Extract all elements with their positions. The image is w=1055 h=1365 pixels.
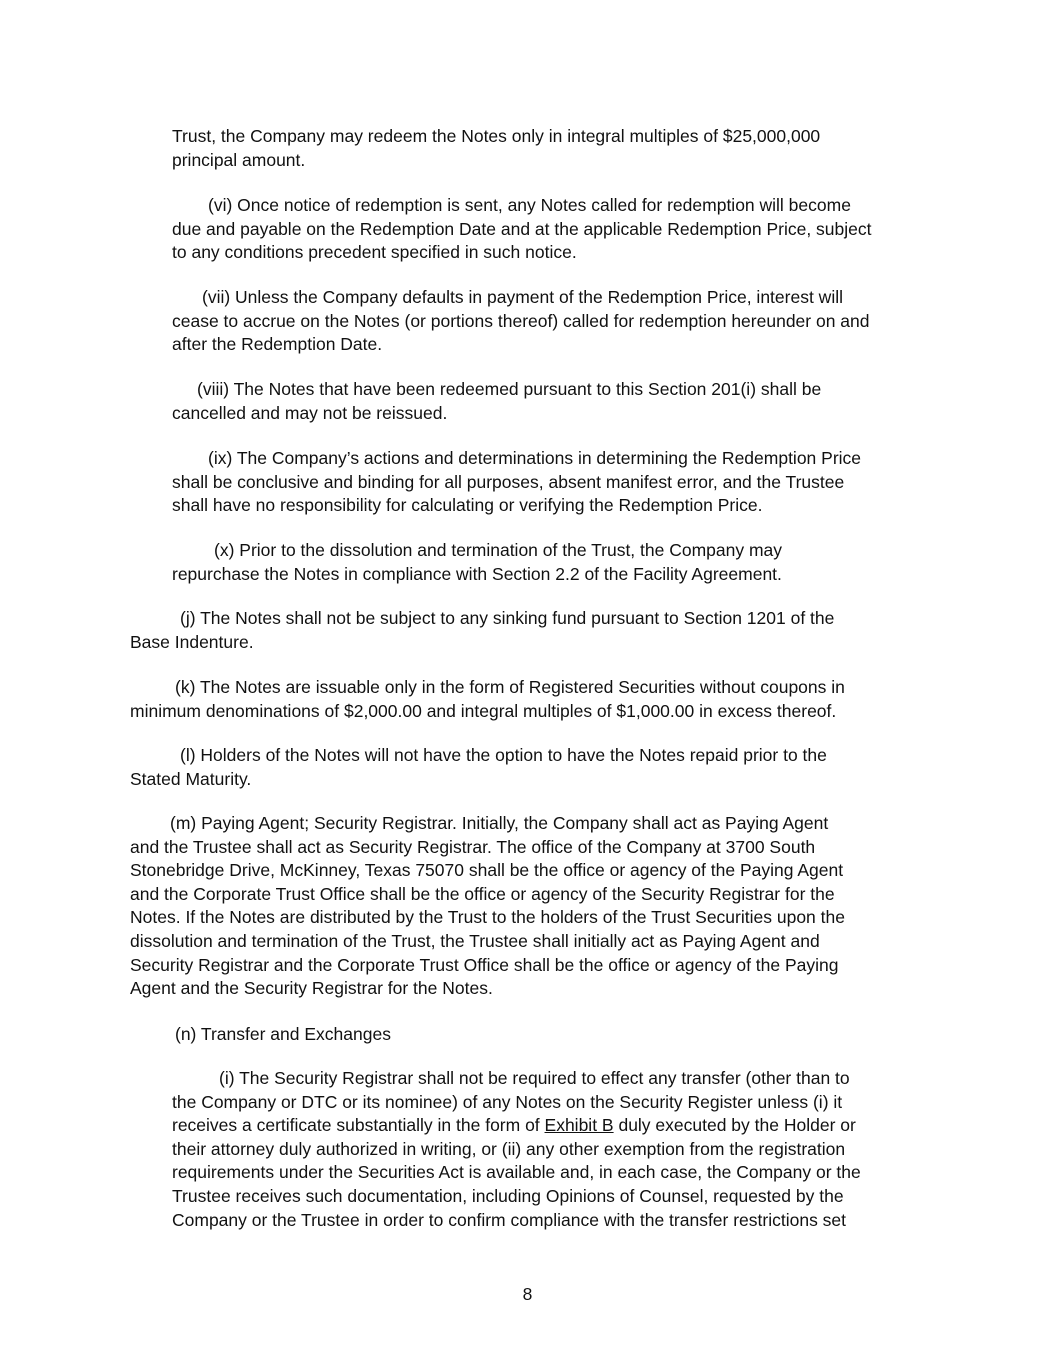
text-line: after the Redemption Date.	[172, 334, 383, 355]
text-line: (m) Paying Agent; Security Registrar. Initially, the Company shall act as Paying Agent	[170, 813, 829, 833]
paragraph-item-m	[130, 812, 845, 1001]
text-line: dissolution and termination of the Trust, the Trustee shall initially act as Paying Agent and	[130, 930, 820, 951]
text-line: (vi) Once notice of redemption is sent, any Notes called for redemption will become	[208, 195, 851, 215]
exhibit-b-reference: Exhibit B	[544, 1115, 614, 1136]
text-line: their attorney duly authorized in writing, or (ii) any other exemption from the registration	[172, 1138, 846, 1159]
paragraph-item-ix	[172, 447, 861, 518]
text-line: (vii) Unless the Company defaults in payment of the Redemption Price, interest will	[202, 287, 843, 307]
text-line: (l) Holders of the Notes will not have the option to have the Notes repaid prior to the	[180, 745, 827, 765]
text-line: Stonebridge Drive, McKinney, Texas 75070 shall be the office or agency of the Paying Agent	[130, 860, 844, 881]
text-line: repurchase the Notes in compliance with Section 2.2 of the Facility Agreement.	[172, 563, 782, 584]
paragraph-item-n-i	[172, 1067, 861, 1232]
text-line: (n) Transfer and Exchanges	[175, 1024, 391, 1044]
text-line: Trust, the Company may redeem the Notes only in integral multiples of $25,000,000	[172, 126, 821, 146]
text-line: (k) The Notes are issuable only in the form of Registered Securities without coupons in	[175, 677, 845, 697]
text-line: Stated Maturity.	[130, 768, 252, 789]
text-line: shall have no responsibility for calculating or verifying the Redemption Price.	[172, 495, 763, 516]
text-line	[172, 1114, 861, 1138]
text-line: Company or the Trustee in order to confirm compliance with the transfer restrictions set	[172, 1209, 847, 1230]
text-line: cancelled and may not be reissued.	[172, 402, 448, 423]
text-line: minimum denominations of $2,000.00 and integral multiples of $1,000.00 in excess thereof.	[130, 700, 837, 721]
text-line: Agent and the Security Registrar for the Notes.	[130, 978, 493, 999]
paragraph-item-j	[130, 607, 834, 654]
text-line: requirements under the Securities Act is available and, in each case, the Company or the	[172, 1162, 861, 1183]
text-line: (viii) The Notes that have been redeemed pursuant to this Section 201(i) shall be	[197, 379, 822, 399]
text-line: principal amount.	[172, 149, 306, 170]
text-line: (j) The Notes shall not be subject to any sinking fund pursuant to Section 1201 of the	[180, 608, 835, 628]
text-line: cease to accrue on the Notes (or portions thereof) called for redemption hereunder on and	[172, 310, 870, 331]
paragraph-item-n	[130, 1023, 391, 1047]
text-line: shall be conclusive and binding for all purposes, absent manifest error, and the Trustee	[172, 471, 845, 492]
text-line: (ix) The Company’s actions and determinations in determining the Redemption Price	[208, 448, 862, 468]
text-line: the Company or DTC or its nominee) of any Notes on the Security Register unless (i) it	[172, 1091, 843, 1112]
paragraph-item-k	[130, 676, 845, 723]
text-line: due and payable on the Redemption Date and at the applicable Redemption Price, subject	[172, 218, 872, 239]
text-line: and the Trustee shall act as Security Registrar. The office of the Company at 3700 South	[130, 836, 816, 857]
text-fragment: receives a certificate substantially in the form of	[172, 1115, 545, 1136]
paragraph-item-viii	[172, 378, 821, 425]
text-line: Base Indenture.	[130, 631, 254, 652]
paragraph-trust-redeem	[172, 125, 820, 172]
text-line: Notes. If the Notes are distributed by the Trust to the holders of the Trust Securities upon the	[130, 907, 845, 928]
text-fragment: duly executed by the Holder or	[613, 1115, 856, 1136]
text-line: Trustee receives such documentation, including Opinions of Counsel, requested by the	[172, 1185, 844, 1206]
paragraph-item-vii	[172, 286, 870, 357]
page-number: 8	[522, 1284, 533, 1304]
text-line: (i) The Security Registrar shall not be required to effect any transfer (other than to	[219, 1068, 850, 1088]
paragraph-item-vi	[172, 194, 872, 265]
text-line: (x) Prior to the dissolution and termination of the Trust, the Company may	[214, 540, 783, 560]
text-line: and the Corporate Trust Office shall be the office or agency of the Security Registrar for the	[130, 883, 835, 904]
text-line: to any conditions precedent specified in such notice.	[172, 242, 577, 263]
text-line: Security Registrar and the Corporate Trust Office shall be the office or agency of the Paying	[130, 954, 839, 975]
paragraph-item-x	[172, 539, 782, 586]
paragraph-item-l	[130, 744, 827, 791]
